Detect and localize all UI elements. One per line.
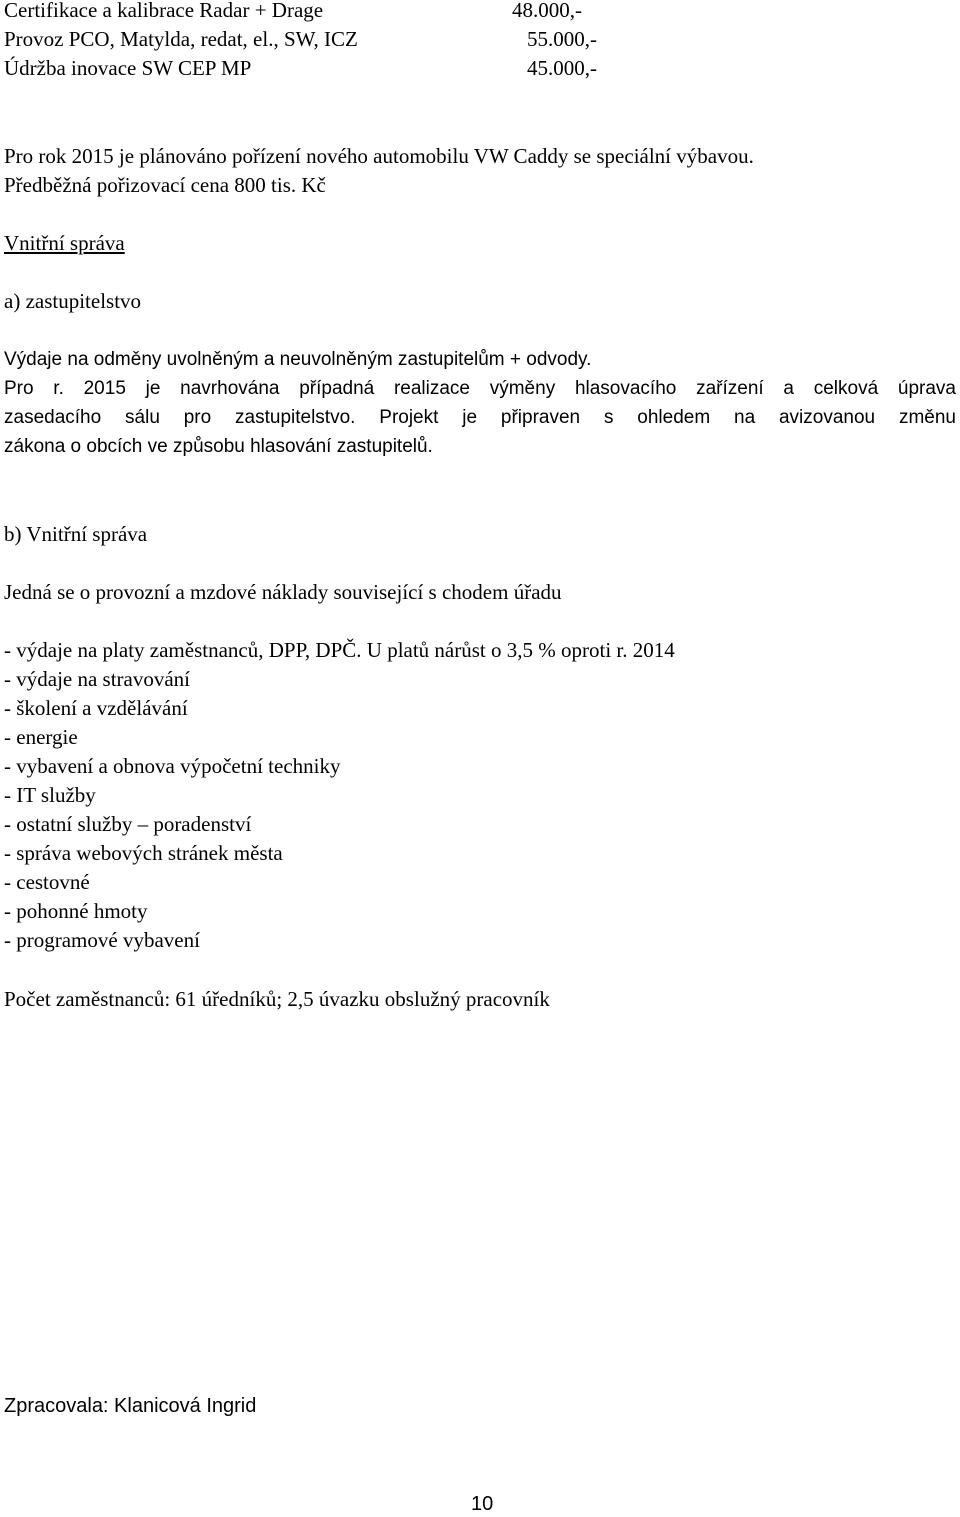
- list-item: - programové vybavení: [4, 928, 200, 952]
- cost-item-value: 55.000,-: [527, 27, 597, 51]
- vehicle-plan-line: Pro rok 2015 je plánováno pořízení nového automobilu VW Caddy se speciální výbavou.: [4, 144, 754, 168]
- list-item: - výdaje na platy zaměstnanců, DPP, DPČ. U platů nárůst o 3,5 % oproti r. 2014: [4, 638, 675, 662]
- list-item: - pohonné hmoty: [4, 899, 148, 923]
- page-number: 10: [471, 1493, 494, 1515]
- list-item: - vybavení a obnova výpočetní techniky: [4, 754, 341, 778]
- list-item: - výdaje na stravování: [4, 667, 191, 691]
- list-item: - správa webových stránek města: [4, 841, 283, 865]
- author-signature: Zpracovala: Klanicová Ingrid: [4, 1395, 257, 1417]
- cost-item-label: Údržba inovace SW CEP MP: [4, 56, 252, 80]
- cost-item-label: Certifikace a kalibrace Radar + Drage: [4, 0, 324, 22]
- section-heading: Vnitřní správa: [4, 231, 125, 255]
- list-item: - školení a vzdělávání: [4, 696, 188, 720]
- cost-item-row: [4, 54, 624, 83]
- subsection-b-intro: Jedná se o provozní a mzdové náklady související s chodem úřadu: [4, 580, 562, 604]
- subsection-a-text: Pro r. 2015 je navrhována případná realizace výměny hlasovacího zařízení a celková úprava: [4, 378, 956, 399]
- cost-item-row: [4, 0, 624, 25]
- cost-item-value: 45.000,-: [527, 56, 597, 80]
- list-item: - energie: [4, 725, 78, 749]
- subsection-a-text: Výdaje na odměny uvolněným a neuvolněným zastupitelům + odvody.: [4, 349, 592, 370]
- cost-item-value: 48.000,-: [512, 0, 582, 22]
- staff-count: Počet zaměstnanců: 61 úředníků; 2,5 úvazku obslužný pracovník: [4, 987, 550, 1011]
- cost-item-row: [4, 25, 624, 54]
- list-item: - ostatní služby – poradenství: [4, 812, 252, 836]
- subsection-a-text: zákona o obcích ve způsobu hlasování zastupitelů.: [4, 436, 433, 457]
- list-item: - cestovné: [4, 870, 90, 894]
- subsection-a-heading: a) zastupitelstvo: [4, 289, 142, 313]
- cost-item-label: Provoz PCO, Matylda, redat, el., SW, ICZ: [4, 27, 358, 51]
- subsection-b-heading: b) Vnitřní správa: [4, 522, 148, 546]
- subsection-a-text: zasedacího sálu pro zastupitelstvo. Projekt je připraven s ohledem na avizovanou změnu: [4, 407, 956, 428]
- list-item: - IT služby: [4, 783, 96, 807]
- vehicle-plan-price: Předběžná pořizovací cena 800 tis. Kč: [4, 173, 326, 197]
